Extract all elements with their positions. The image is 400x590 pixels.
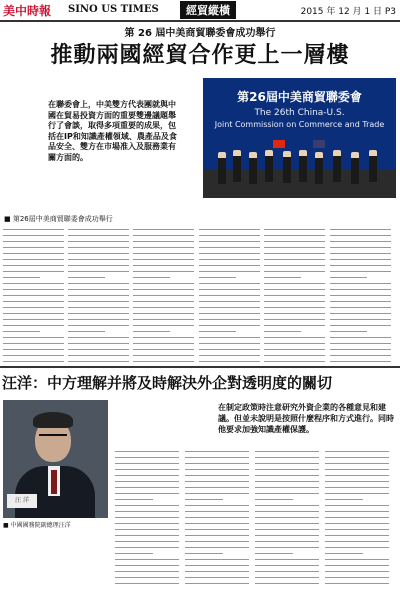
text-line bbox=[330, 247, 391, 248]
delegate-figure bbox=[218, 152, 226, 184]
text-line bbox=[264, 313, 325, 314]
text-line bbox=[133, 271, 194, 272]
text-line bbox=[264, 271, 325, 272]
text-line bbox=[255, 493, 319, 494]
text-line bbox=[115, 577, 179, 578]
text-line bbox=[68, 361, 129, 362]
text-line bbox=[115, 583, 179, 584]
text-line bbox=[3, 265, 64, 266]
text-line bbox=[199, 307, 260, 308]
text-line bbox=[68, 343, 129, 344]
text-line bbox=[325, 481, 389, 482]
text-line bbox=[264, 307, 325, 308]
banner-subtitle-en: Joint Commission on Commerce and Trade bbox=[214, 120, 385, 129]
text-line bbox=[185, 571, 249, 572]
text-line bbox=[199, 247, 260, 248]
text-line bbox=[115, 499, 153, 500]
text-column bbox=[115, 446, 179, 586]
text-line bbox=[115, 493, 179, 494]
text-line bbox=[185, 487, 249, 488]
text-line bbox=[115, 457, 179, 458]
text-line bbox=[330, 295, 391, 296]
text-line bbox=[255, 511, 319, 512]
text-line bbox=[185, 517, 249, 518]
text-line bbox=[133, 337, 194, 338]
text-line bbox=[185, 553, 223, 554]
text-line bbox=[68, 277, 105, 278]
text-line bbox=[133, 301, 194, 302]
delegate-figure bbox=[233, 150, 241, 182]
text-line bbox=[68, 259, 129, 260]
text-line bbox=[255, 577, 319, 578]
text-line bbox=[325, 463, 389, 464]
text-line bbox=[325, 493, 389, 494]
text-line bbox=[264, 247, 325, 248]
masthead bbox=[0, 0, 400, 22]
us-flag-icon bbox=[313, 140, 325, 148]
text-line bbox=[185, 583, 249, 584]
text-line bbox=[133, 313, 194, 314]
text-line bbox=[133, 241, 194, 242]
text-line bbox=[185, 511, 249, 512]
text-line bbox=[133, 247, 194, 248]
text-line bbox=[325, 469, 389, 470]
text-line bbox=[255, 541, 319, 542]
text-column bbox=[68, 224, 129, 362]
text-line bbox=[68, 301, 129, 302]
article1-kicker: 第 26 屆中美商貿聯委會成功舉行 bbox=[124, 28, 276, 39]
text-line bbox=[325, 529, 389, 530]
text-line bbox=[325, 541, 389, 542]
text-line bbox=[199, 337, 260, 338]
brand-logo: 美中時報 bbox=[3, 4, 52, 18]
text-line bbox=[68, 349, 129, 350]
text-line bbox=[325, 457, 389, 458]
text-line bbox=[115, 541, 179, 542]
text-line bbox=[264, 355, 325, 356]
text-line bbox=[3, 235, 64, 236]
delegate-figure bbox=[333, 150, 341, 182]
text-line bbox=[3, 277, 40, 278]
text-line bbox=[330, 337, 391, 338]
text-line bbox=[199, 265, 260, 266]
text-line bbox=[325, 547, 389, 548]
text-line bbox=[115, 481, 179, 482]
text-line bbox=[325, 523, 389, 524]
article2-photo bbox=[3, 400, 108, 518]
nameplate: 汪 洋 bbox=[7, 494, 37, 508]
text-line bbox=[264, 325, 325, 326]
text-line bbox=[330, 277, 367, 278]
text-line bbox=[115, 535, 179, 536]
text-line bbox=[325, 505, 389, 506]
text-line bbox=[3, 355, 64, 356]
text-line bbox=[255, 571, 319, 572]
text-line bbox=[68, 355, 129, 356]
text-line bbox=[255, 463, 319, 464]
text-line bbox=[68, 331, 105, 332]
text-line bbox=[3, 295, 64, 296]
text-line bbox=[255, 517, 319, 518]
text-line bbox=[330, 355, 391, 356]
text-line bbox=[3, 253, 64, 254]
text-line bbox=[255, 523, 319, 524]
article1-headline: 推動兩國經貿合作更上一層樓 bbox=[50, 43, 350, 68]
text-line bbox=[133, 325, 194, 326]
text-line bbox=[68, 307, 129, 308]
text-line bbox=[255, 559, 319, 560]
text-line bbox=[185, 475, 249, 476]
text-line bbox=[115, 487, 179, 488]
text-line bbox=[185, 457, 249, 458]
text-line bbox=[185, 547, 249, 548]
text-line bbox=[330, 271, 391, 272]
text-line bbox=[115, 523, 179, 524]
portrait-hair bbox=[33, 412, 73, 428]
text-line bbox=[115, 529, 179, 530]
text-line bbox=[133, 343, 194, 344]
article1-caption: ■ 第26屆中美商貿聯委會成功舉行 bbox=[4, 215, 113, 223]
text-line bbox=[185, 505, 249, 506]
text-line bbox=[264, 337, 325, 338]
text-line bbox=[115, 511, 179, 512]
text-line bbox=[185, 565, 249, 566]
text-column bbox=[330, 224, 391, 362]
text-line bbox=[185, 523, 249, 524]
text-line bbox=[68, 325, 129, 326]
text-line bbox=[255, 505, 319, 506]
text-line bbox=[133, 277, 170, 278]
text-line bbox=[133, 319, 194, 320]
text-line bbox=[199, 229, 260, 230]
text-line bbox=[133, 283, 194, 284]
text-line bbox=[68, 235, 129, 236]
delegate-figure bbox=[249, 152, 257, 184]
text-line bbox=[264, 259, 325, 260]
text-line bbox=[330, 283, 391, 284]
text-line bbox=[185, 499, 223, 500]
text-line bbox=[255, 565, 319, 566]
text-line bbox=[115, 547, 179, 548]
text-line bbox=[185, 463, 249, 464]
text-line bbox=[185, 535, 249, 536]
banner-title-en: The 26th China-U.S. bbox=[254, 108, 345, 118]
text-line bbox=[199, 313, 260, 314]
text-line bbox=[185, 559, 249, 560]
text-line bbox=[3, 271, 64, 272]
text-line bbox=[264, 283, 325, 284]
text-line bbox=[264, 349, 325, 350]
text-line bbox=[3, 283, 64, 284]
text-line bbox=[185, 493, 249, 494]
text-line bbox=[199, 349, 260, 350]
text-line bbox=[115, 553, 153, 554]
text-line bbox=[255, 481, 319, 482]
text-column bbox=[185, 446, 249, 586]
text-line bbox=[264, 235, 325, 236]
text-line bbox=[199, 355, 260, 356]
delegate-figure bbox=[315, 152, 323, 184]
text-line bbox=[255, 457, 319, 458]
text-line bbox=[68, 319, 129, 320]
text-line bbox=[325, 571, 389, 572]
text-line bbox=[264, 343, 325, 344]
text-line bbox=[330, 307, 391, 308]
text-line bbox=[330, 349, 391, 350]
text-line bbox=[264, 331, 301, 332]
text-line bbox=[68, 253, 129, 254]
text-column bbox=[199, 224, 260, 362]
text-line bbox=[3, 343, 64, 344]
text-line bbox=[199, 301, 260, 302]
text-line bbox=[185, 541, 249, 542]
text-line bbox=[115, 517, 179, 518]
text-line bbox=[3, 331, 40, 332]
text-line bbox=[115, 451, 179, 452]
text-line bbox=[133, 349, 194, 350]
text-line bbox=[199, 361, 260, 362]
text-line bbox=[199, 289, 260, 290]
text-line bbox=[325, 553, 363, 554]
portrait-glasses bbox=[39, 434, 67, 442]
text-line bbox=[68, 337, 129, 338]
text-line bbox=[330, 361, 391, 362]
text-line bbox=[133, 229, 194, 230]
text-line bbox=[199, 241, 260, 242]
text-line bbox=[325, 535, 389, 536]
text-line bbox=[264, 319, 325, 320]
text-line bbox=[3, 259, 64, 260]
text-line bbox=[325, 517, 389, 518]
text-line bbox=[115, 463, 179, 464]
text-line bbox=[199, 331, 236, 332]
text-line bbox=[185, 529, 249, 530]
text-line bbox=[264, 253, 325, 254]
text-line bbox=[3, 361, 64, 362]
text-line bbox=[133, 355, 194, 356]
text-line bbox=[133, 253, 194, 254]
text-line bbox=[185, 577, 249, 578]
text-line bbox=[330, 313, 391, 314]
text-line bbox=[185, 481, 249, 482]
text-line bbox=[3, 325, 64, 326]
text-line bbox=[199, 277, 236, 278]
text-line bbox=[133, 235, 194, 236]
text-line bbox=[3, 247, 64, 248]
china-flag-icon bbox=[273, 140, 285, 148]
text-line bbox=[255, 547, 319, 548]
text-line bbox=[255, 535, 319, 536]
text-line bbox=[68, 247, 129, 248]
text-column bbox=[133, 224, 194, 362]
text-line bbox=[264, 361, 325, 362]
text-line bbox=[255, 475, 319, 476]
text-line bbox=[330, 289, 391, 290]
text-line bbox=[325, 583, 389, 584]
text-line bbox=[3, 289, 64, 290]
text-line bbox=[199, 325, 260, 326]
text-line bbox=[199, 271, 260, 272]
text-line bbox=[264, 265, 325, 266]
text-column bbox=[255, 446, 319, 586]
text-line bbox=[255, 499, 293, 500]
delegate-figure bbox=[299, 150, 307, 182]
article-divider bbox=[0, 366, 400, 368]
text-line bbox=[133, 289, 194, 290]
text-line bbox=[115, 475, 179, 476]
text-line bbox=[330, 229, 391, 230]
text-line bbox=[68, 295, 129, 296]
banner-title-cn: 第26屆中美商貿聯委會 bbox=[237, 90, 362, 104]
text-line bbox=[330, 259, 391, 260]
text-line bbox=[330, 331, 367, 332]
text-line bbox=[330, 325, 391, 326]
section-label: 經貿縱橫 bbox=[180, 1, 236, 19]
text-line bbox=[3, 337, 64, 338]
text-column bbox=[264, 224, 325, 362]
text-line bbox=[325, 577, 389, 578]
article1-lede: 在聯委會上，中美雙方代表團就與中國在貿易投資方面的重要雙邊議題舉行了會談，取得多項重要的成果，包括在IP和知識產權領域、農產品及食品安全、雙方在市場准入及服務業有關方面的。 bbox=[48, 100, 177, 162]
text-line bbox=[199, 259, 260, 260]
text-line bbox=[264, 295, 325, 296]
text-line bbox=[330, 343, 391, 344]
text-line bbox=[264, 277, 301, 278]
brand-name-en: SINO US TIMES bbox=[68, 4, 159, 15]
text-line bbox=[3, 313, 64, 314]
text-line bbox=[325, 559, 389, 560]
text-line bbox=[255, 469, 319, 470]
delegate-figure bbox=[369, 150, 377, 182]
text-line bbox=[68, 283, 129, 284]
text-line bbox=[115, 559, 179, 560]
text-line bbox=[264, 301, 325, 302]
text-line bbox=[3, 307, 64, 308]
text-line bbox=[3, 349, 64, 350]
text-line bbox=[264, 241, 325, 242]
text-line bbox=[68, 289, 129, 290]
text-line bbox=[199, 235, 260, 236]
text-line bbox=[255, 583, 319, 584]
text-line bbox=[199, 343, 260, 344]
text-line bbox=[199, 283, 260, 284]
text-line bbox=[264, 229, 325, 230]
text-line bbox=[325, 499, 363, 500]
text-line bbox=[264, 289, 325, 290]
text-column bbox=[325, 446, 389, 586]
text-line bbox=[133, 295, 194, 296]
issue-date: 2015 年 12 月 1 日 P3 bbox=[300, 7, 396, 17]
text-line bbox=[68, 229, 129, 230]
delegate-figure bbox=[265, 150, 273, 182]
text-line bbox=[330, 265, 391, 266]
text-line bbox=[325, 511, 389, 512]
article2-lede: 在制定政策時注意研究外資企業的各種意見和建議。但並未說明是按照什麼程序和方式進行。同時他要求加強知識產權保護。 bbox=[218, 403, 394, 434]
text-line bbox=[115, 505, 179, 506]
text-line bbox=[115, 565, 179, 566]
text-line bbox=[115, 469, 179, 470]
text-line bbox=[199, 253, 260, 254]
text-line bbox=[3, 241, 64, 242]
text-line bbox=[68, 241, 129, 242]
text-line bbox=[330, 301, 391, 302]
portrait-tie bbox=[51, 470, 57, 494]
article1-photo bbox=[203, 78, 396, 198]
text-line bbox=[199, 319, 260, 320]
text-line bbox=[330, 253, 391, 254]
text-column bbox=[3, 224, 64, 362]
text-line bbox=[185, 469, 249, 470]
text-line bbox=[330, 241, 391, 242]
text-line bbox=[3, 229, 64, 230]
text-line bbox=[330, 235, 391, 236]
text-line bbox=[325, 451, 389, 452]
text-line bbox=[199, 295, 260, 296]
text-line bbox=[255, 553, 293, 554]
delegate-figure bbox=[351, 152, 359, 184]
text-line bbox=[325, 565, 389, 566]
text-line bbox=[3, 319, 64, 320]
text-line bbox=[255, 451, 319, 452]
text-line bbox=[133, 361, 194, 362]
delegate-figure bbox=[283, 151, 291, 183]
text-line bbox=[330, 319, 391, 320]
text-line bbox=[325, 475, 389, 476]
text-line bbox=[133, 259, 194, 260]
text-line bbox=[133, 307, 194, 308]
article2-headline: 汪洋：中方理解并將及時解決外企對透明度的關切 bbox=[2, 374, 333, 392]
text-line bbox=[185, 451, 249, 452]
text-line bbox=[115, 571, 179, 572]
text-line bbox=[255, 487, 319, 488]
text-line bbox=[133, 331, 170, 332]
text-line bbox=[3, 301, 64, 302]
text-line bbox=[68, 313, 129, 314]
text-line bbox=[255, 529, 319, 530]
article2-caption: ■ 中國國務院副總理汪洋 bbox=[3, 522, 71, 529]
text-line bbox=[133, 265, 194, 266]
text-line bbox=[68, 271, 129, 272]
text-line bbox=[325, 487, 389, 488]
text-line bbox=[68, 265, 129, 266]
